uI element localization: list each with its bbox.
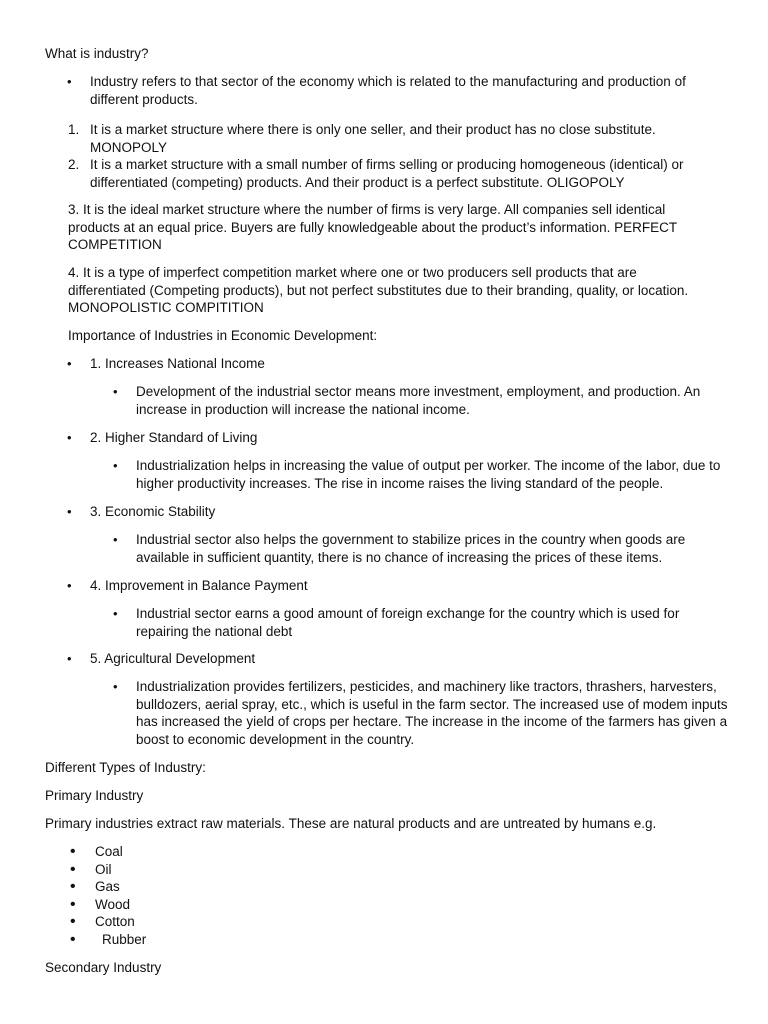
importance-item-title: 1. Increases National Income <box>90 356 265 371</box>
list-item: Oil <box>95 862 112 877</box>
list-item: Coal <box>95 844 123 859</box>
bullet-icon: • <box>113 606 118 621</box>
list-item: Rubber <box>102 932 147 947</box>
bullet-icon: • <box>70 861 76 878</box>
bullet-icon: • <box>70 913 76 930</box>
importance-item-detail: Industrialization provides fertilizers, pesticides, and machinery like tractors, thrashers, harvesters, bulldozers, aerial spray, etc., which is useful in the farm sector. The increased use of modem inputs has increased the yield of crops per hectare. The increase in the income of the farmers has given a boost to economic development in the country. <box>136 679 728 747</box>
importance-item-detail: Industrial sector also helps the government to stabilize prices in the country when goods are available in sufficient quantity, there is no chance of increasing the prices of these items. <box>136 532 686 565</box>
bullet-icon: • <box>67 430 72 445</box>
bullet-icon: • <box>113 384 118 399</box>
bullet-icon: • <box>70 896 76 913</box>
importance-item-detail: Industrial sector earns a good amount of foreign exchange for the country which is used for repairing the national debt <box>136 606 680 639</box>
importance-item-title: 4. Improvement in Balance Payment <box>90 578 308 593</box>
bullet-icon: • <box>67 651 72 666</box>
bullet-icon: • <box>67 74 72 89</box>
primary-industry-heading: Primary Industry <box>45 788 144 803</box>
list-item: Wood <box>95 897 131 912</box>
importance-item-title: 5. Agricultural Development <box>90 651 256 666</box>
bullet-icon: • <box>67 356 72 371</box>
page-heading: What is industry? <box>45 46 149 61</box>
list-number: 1. <box>68 122 80 137</box>
list-number: 2. <box>68 157 80 172</box>
bullet-icon: • <box>70 878 76 895</box>
market-structure-monopolistic: 4. It is a type of imperfect competition market where one or two producers sell products that are differentiated (Competing products), but not perfect substitutes due to their branding, quality, or location. MONOPOLISTIC COMPITITION <box>68 265 689 315</box>
list-item: Cotton <box>95 914 135 929</box>
importance-item-detail: Industrialization helps in increasing the value of output per worker. The income of the labor, due to higher productivity increases. The rise in income raises the living standard of the people. <box>136 458 721 491</box>
list-item: Gas <box>95 879 120 894</box>
types-heading: Different Types of Industry: <box>45 760 206 775</box>
importance-item-title: 2. Higher Standard of Living <box>90 430 258 445</box>
secondary-industry-heading: Secondary Industry <box>45 960 162 975</box>
bullet-icon: • <box>113 679 118 694</box>
importance-item-title: 3. Economic Stability <box>90 504 216 519</box>
bullet-icon: • <box>113 532 118 547</box>
bullet-icon: • <box>70 843 76 860</box>
bullet-icon: • <box>113 458 118 473</box>
industry-definition: Industry refers to that sector of the economy which is related to the manufacturing and production of different products. <box>90 74 686 107</box>
bullet-icon: • <box>70 931 76 948</box>
market-structure-oligopoly: It is a market structure with a small number of firms selling or producing homogeneous (identical) or differentiated (competing) products. And their product is a perfect substitute. OLIGOPOLY <box>90 157 684 190</box>
bullet-icon: • <box>67 578 72 593</box>
market-structure-perfect-competition: 3. It is the ideal market structure where the number of firms is very large. All companies sell identical products at an equal price. Buyers are fully knowledgeable about the product’s information. PERFECT COMPETITION <box>68 202 677 252</box>
bullet-icon: • <box>67 504 72 519</box>
importance-item-detail: Development of the industrial sector means more investment, employment, and production. An increase in production will increase the national income. <box>136 384 701 417</box>
importance-heading: Importance of Industries in Economic Development: <box>68 328 378 343</box>
market-structure-monopoly: It is a market structure where there is only one seller, and their product has no close substitute. MONOPOLY <box>90 122 656 155</box>
primary-industry-description: Primary industries extract raw materials. These are natural products and are untreated by humans e.g. <box>45 816 657 831</box>
